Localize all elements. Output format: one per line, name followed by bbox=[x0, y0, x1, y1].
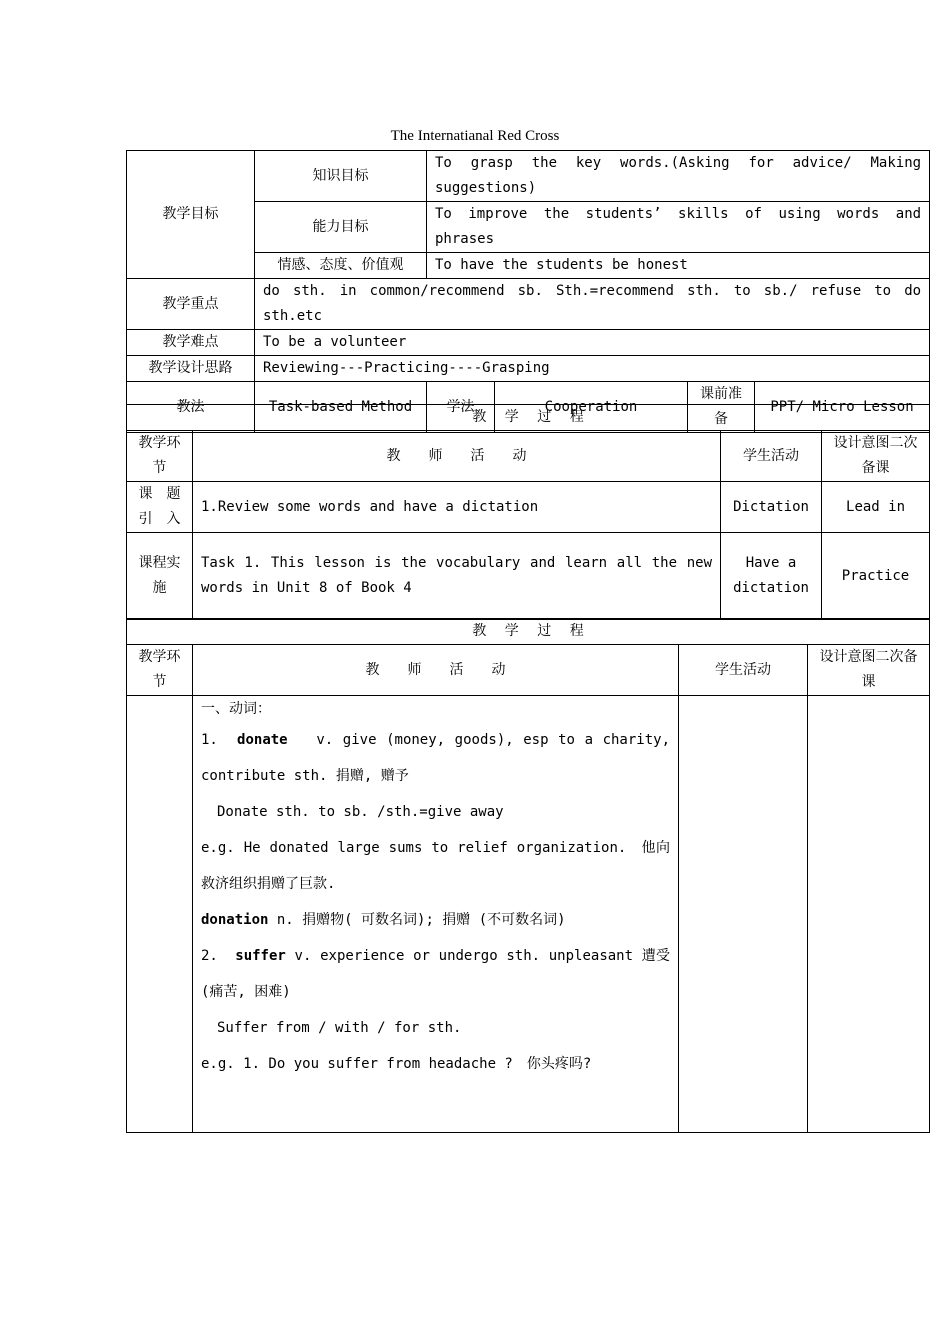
knowledge-label: 知识目标 bbox=[255, 151, 427, 202]
table-row bbox=[127, 482, 930, 533]
key-points-text: do sth. in common/recommend sb. Sth.=recommend sth. to sb./ refuse to do sth.etc bbox=[255, 279, 930, 330]
document-title: The Internatianal Red Cross bbox=[390, 128, 560, 144]
key-points-label: 教学重点 bbox=[127, 279, 255, 330]
ability-label: 能力目标 bbox=[255, 202, 427, 253]
student-cell: Have a dictation bbox=[721, 533, 822, 620]
knowledge-text: To grasp the key words.(Asking for advice/ Making suggestions) bbox=[427, 151, 930, 202]
emotion-text: To have the students be honest bbox=[427, 253, 930, 279]
stage-header: 教学环节 bbox=[127, 645, 193, 696]
intent-cell: Lead in bbox=[822, 482, 930, 533]
student-header: 学生活动 bbox=[721, 431, 822, 482]
vocab-entry-suffer bbox=[201, 938, 670, 1010]
process-heading: 教 学 过 程 bbox=[127, 619, 930, 645]
method-value: Task-based Method bbox=[255, 382, 427, 433]
stage-header: 教学环节 bbox=[127, 431, 193, 482]
word-definition: v. experience or undergo sth. unpleasant 遭受(痛苦, 困难) bbox=[201, 948, 671, 1000]
word-donate: donate bbox=[237, 732, 288, 748]
stage-cell bbox=[127, 696, 193, 1133]
study-label: 学法 bbox=[427, 382, 495, 433]
student-cell bbox=[679, 696, 808, 1133]
table-row bbox=[127, 533, 930, 620]
teacher-header: 教 师 活 动 bbox=[193, 431, 721, 482]
section-heading: 一、动词： bbox=[201, 701, 271, 717]
student-header: 学生活动 bbox=[679, 645, 808, 696]
process-heading: 教 学 过 程 bbox=[127, 405, 930, 431]
vocab-entry-donate bbox=[201, 722, 670, 794]
design-text: Reviewing---Practicing----Grasping bbox=[255, 356, 930, 382]
teacher-header: 教 师 活 动 bbox=[193, 645, 679, 696]
intent-header: 设计意图二次备课 bbox=[822, 431, 930, 482]
example-line: e.g. 1. Do you suffer from headache ? 你头疼吗? bbox=[201, 1056, 592, 1072]
phrase-line: Suffer from / with / for sth. bbox=[217, 1020, 462, 1036]
teacher-cell: Task 1. This lesson is the vocabulary and learn all the new words in Unit 8 of Book 4 bbox=[193, 533, 721, 620]
phrase-line: Donate sth. to sb. /sth.=give away bbox=[217, 804, 504, 820]
intent-cell bbox=[808, 696, 930, 1133]
stage-cell: 课 题引 入 bbox=[127, 482, 193, 533]
difficulty-label: 教学难点 bbox=[127, 330, 255, 356]
stage-cell: 课程实施 bbox=[127, 533, 193, 620]
intent-cell: Practice bbox=[822, 533, 930, 620]
intent-header: 设计意图二次备课 bbox=[808, 645, 930, 696]
student-cell: Dictation bbox=[721, 482, 822, 533]
example-line: e.g. He donated large sums to relief organization. 他向救济组织捐赠了巨款. bbox=[201, 840, 670, 892]
study-value: Cooperation bbox=[495, 382, 688, 433]
process-table-1 bbox=[126, 404, 930, 620]
prep-label: 课前准备 bbox=[688, 382, 755, 433]
emotion-label: 情感、态度、价值观 bbox=[255, 253, 427, 279]
word-donation: donation bbox=[201, 912, 269, 928]
teacher-cell: 1.Review some words and have a dictation bbox=[193, 482, 721, 533]
objectives-label: 教学目标 bbox=[127, 151, 255, 279]
word-suffer: suffer bbox=[235, 948, 286, 964]
design-label: 教学设计思路 bbox=[127, 356, 255, 382]
derivative-definition: n. 捐赠物( 可数名词); 捐赠 (不可数名词) bbox=[276, 912, 566, 928]
vocabulary-cell bbox=[193, 696, 679, 1133]
process-table-2 bbox=[126, 618, 930, 1133]
derivative-line bbox=[201, 902, 670, 938]
ability-text: To improve the students’ skills of using words and phrases bbox=[427, 202, 930, 253]
objectives-table bbox=[126, 150, 930, 433]
prep-value: PPT/ Micro Lesson bbox=[755, 382, 930, 433]
word-number: 2. bbox=[201, 948, 218, 964]
word-number: 1. bbox=[201, 732, 218, 748]
difficulty-text: To be a volunteer bbox=[255, 330, 930, 356]
method-label: 教法 bbox=[127, 382, 255, 433]
word-definition: v. give (money, goods), esp to a charity, contribute sth. 捐赠, 赠予 bbox=[201, 732, 671, 784]
